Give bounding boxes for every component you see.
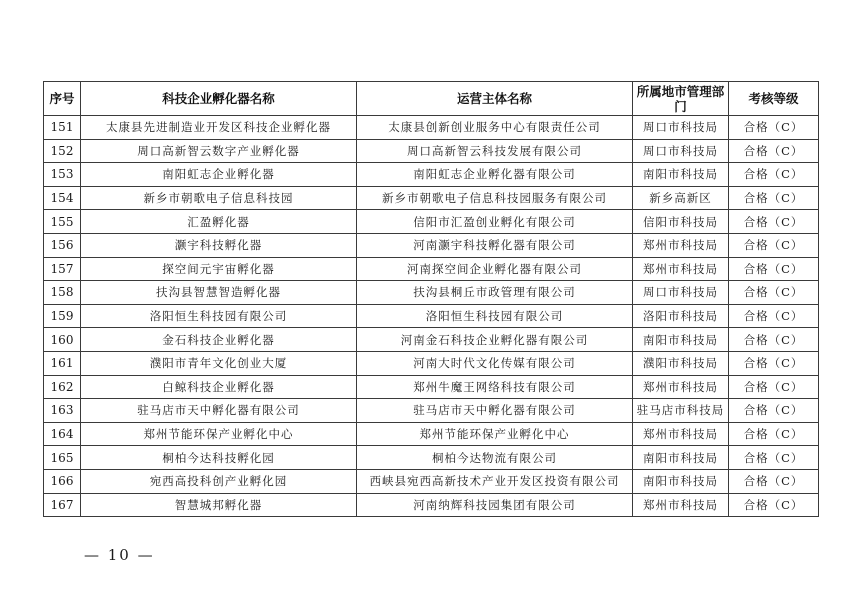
cell-serial-number: 157	[44, 257, 81, 281]
cell-assessment-grade: 合格（C）	[729, 116, 819, 140]
cell-serial-number: 161	[44, 351, 81, 375]
table-row	[44, 328, 819, 352]
header-incubator-name: 科技企业孵化器名称	[81, 82, 357, 116]
cell-operator-name: 南阳虹志企业孵化器有限公司	[357, 163, 633, 187]
header-city-department: 所属地市管理部门	[633, 82, 729, 116]
table-row	[44, 399, 819, 423]
cell-operator-name: 信阳市汇盈创业孵化有限公司	[357, 210, 633, 234]
table-row	[44, 163, 819, 187]
cell-serial-number: 155	[44, 210, 81, 234]
cell-operator-name: 周口高新智云科技发展有限公司	[357, 139, 633, 163]
cell-city-department: 周口市科技局	[633, 281, 729, 305]
cell-operator-name: 河南灏宇科技孵化器有限公司	[357, 233, 633, 257]
cell-incubator-name: 桐柏今达科技孵化园	[81, 446, 357, 470]
cell-incubator-name: 金石科技企业孵化器	[81, 328, 357, 352]
cell-incubator-name: 周口高新智云数字产业孵化器	[81, 139, 357, 163]
cell-city-department: 郑州市科技局	[633, 375, 729, 399]
cell-assessment-grade: 合格（C）	[729, 139, 819, 163]
cell-assessment-grade: 合格（C）	[729, 375, 819, 399]
cell-incubator-name: 宛西高投科创产业孵化园	[81, 469, 357, 493]
cell-serial-number: 167	[44, 493, 81, 517]
cell-serial-number: 164	[44, 422, 81, 446]
cell-assessment-grade: 合格（C）	[729, 493, 819, 517]
cell-assessment-grade: 合格（C）	[729, 351, 819, 375]
header-serial-number: 序号	[44, 82, 81, 116]
cell-city-department: 周口市科技局	[633, 116, 729, 140]
cell-operator-name: 太康县创新创业服务中心有限责任公司	[357, 116, 633, 140]
cell-serial-number: 162	[44, 375, 81, 399]
cell-incubator-name: 濮阳市青年文化创业大厦	[81, 351, 357, 375]
cell-city-department: 郑州市科技局	[633, 257, 729, 281]
table-row	[44, 210, 819, 234]
cell-city-department: 南阳市科技局	[633, 469, 729, 493]
cell-serial-number: 163	[44, 399, 81, 423]
cell-assessment-grade: 合格（C）	[729, 399, 819, 423]
table-row	[44, 281, 819, 305]
cell-serial-number: 159	[44, 304, 81, 328]
cell-operator-name: 驻马店市天中孵化器有限公司	[357, 399, 633, 423]
cell-assessment-grade: 合格（C）	[729, 446, 819, 470]
cell-city-department: 郑州市科技局	[633, 493, 729, 517]
cell-incubator-name: 洛阳恒生科技园有限公司	[81, 304, 357, 328]
cell-operator-name: 郑州节能环保产业孵化中心	[357, 422, 633, 446]
cell-assessment-grade: 合格（C）	[729, 257, 819, 281]
cell-city-department: 南阳市科技局	[633, 328, 729, 352]
table-header-row	[44, 82, 819, 116]
cell-assessment-grade: 合格（C）	[729, 186, 819, 210]
table-row	[44, 304, 819, 328]
cell-assessment-grade: 合格（C）	[729, 233, 819, 257]
cell-city-department: 濮阳市科技局	[633, 351, 729, 375]
table-row	[44, 351, 819, 375]
table-row	[44, 493, 819, 517]
table-row	[44, 422, 819, 446]
cell-serial-number: 151	[44, 116, 81, 140]
cell-serial-number: 153	[44, 163, 81, 187]
table-body	[44, 116, 819, 517]
cell-assessment-grade: 合格（C）	[729, 328, 819, 352]
cell-incubator-name: 灏宇科技孵化器	[81, 233, 357, 257]
cell-operator-name: 桐柏今达物流有限公司	[357, 446, 633, 470]
cell-serial-number: 158	[44, 281, 81, 305]
table-row	[44, 257, 819, 281]
cell-operator-name: 新乡市朝歌电子信息科技园服务有限公司	[357, 186, 633, 210]
cell-operator-name: 郑州牛魔王网络科技有限公司	[357, 375, 633, 399]
cell-incubator-name: 智慧城邦孵化器	[81, 493, 357, 517]
cell-serial-number: 166	[44, 469, 81, 493]
cell-operator-name: 河南纳辉科技园集团有限公司	[357, 493, 633, 517]
header-operator-name: 运营主体名称	[357, 82, 633, 116]
cell-incubator-name: 南阳虹志企业孵化器	[81, 163, 357, 187]
cell-incubator-name: 驻马店市天中孵化器有限公司	[81, 399, 357, 423]
header-assessment-grade: 考核等级	[729, 82, 819, 116]
cell-city-department: 信阳市科技局	[633, 210, 729, 234]
cell-incubator-name: 汇盈孵化器	[81, 210, 357, 234]
cell-city-department: 南阳市科技局	[633, 163, 729, 187]
table-row	[44, 469, 819, 493]
cell-assessment-grade: 合格（C）	[729, 281, 819, 305]
cell-incubator-name: 新乡市朝歌电子信息科技园	[81, 186, 357, 210]
cell-serial-number: 165	[44, 446, 81, 470]
cell-city-department: 郑州市科技局	[633, 233, 729, 257]
page-number: — 10 —	[84, 546, 155, 564]
cell-assessment-grade: 合格（C）	[729, 210, 819, 234]
cell-assessment-grade: 合格（C）	[729, 163, 819, 187]
cell-city-department: 驻马店市科技局	[633, 399, 729, 423]
cell-operator-name: 扶沟县桐丘市政管理有限公司	[357, 281, 633, 305]
cell-incubator-name: 探空间元宇宙孵化器	[81, 257, 357, 281]
table-row	[44, 233, 819, 257]
cell-operator-name: 洛阳恒生科技园有限公司	[357, 304, 633, 328]
incubator-assessment-table	[43, 81, 819, 517]
cell-incubator-name: 白鲸科技企业孵化器	[81, 375, 357, 399]
cell-assessment-grade: 合格（C）	[729, 422, 819, 446]
cell-city-department: 郑州市科技局	[633, 422, 729, 446]
table-row	[44, 446, 819, 470]
table-row	[44, 186, 819, 210]
cell-city-department: 南阳市科技局	[633, 446, 729, 470]
cell-incubator-name: 太康县先进制造业开发区科技企业孵化器	[81, 116, 357, 140]
cell-operator-name: 河南金石科技企业孵化器有限公司	[357, 328, 633, 352]
cell-assessment-grade: 合格（C）	[729, 469, 819, 493]
cell-incubator-name: 郑州节能环保产业孵化中心	[81, 422, 357, 446]
cell-serial-number: 160	[44, 328, 81, 352]
cell-city-department: 周口市科技局	[633, 139, 729, 163]
table-row	[44, 139, 819, 163]
cell-incubator-name: 扶沟县智慧智造孵化器	[81, 281, 357, 305]
cell-city-department: 新乡高新区	[633, 186, 729, 210]
cell-operator-name: 河南大时代文化传媒有限公司	[357, 351, 633, 375]
cell-operator-name: 西峡县宛西高新技术产业开发区投资有限公司	[357, 469, 633, 493]
cell-assessment-grade: 合格（C）	[729, 304, 819, 328]
cell-operator-name: 河南探空间企业孵化器有限公司	[357, 257, 633, 281]
cell-serial-number: 156	[44, 233, 81, 257]
table-row	[44, 116, 819, 140]
cell-serial-number: 152	[44, 139, 81, 163]
cell-serial-number: 154	[44, 186, 81, 210]
cell-city-department: 洛阳市科技局	[633, 304, 729, 328]
table-row	[44, 375, 819, 399]
